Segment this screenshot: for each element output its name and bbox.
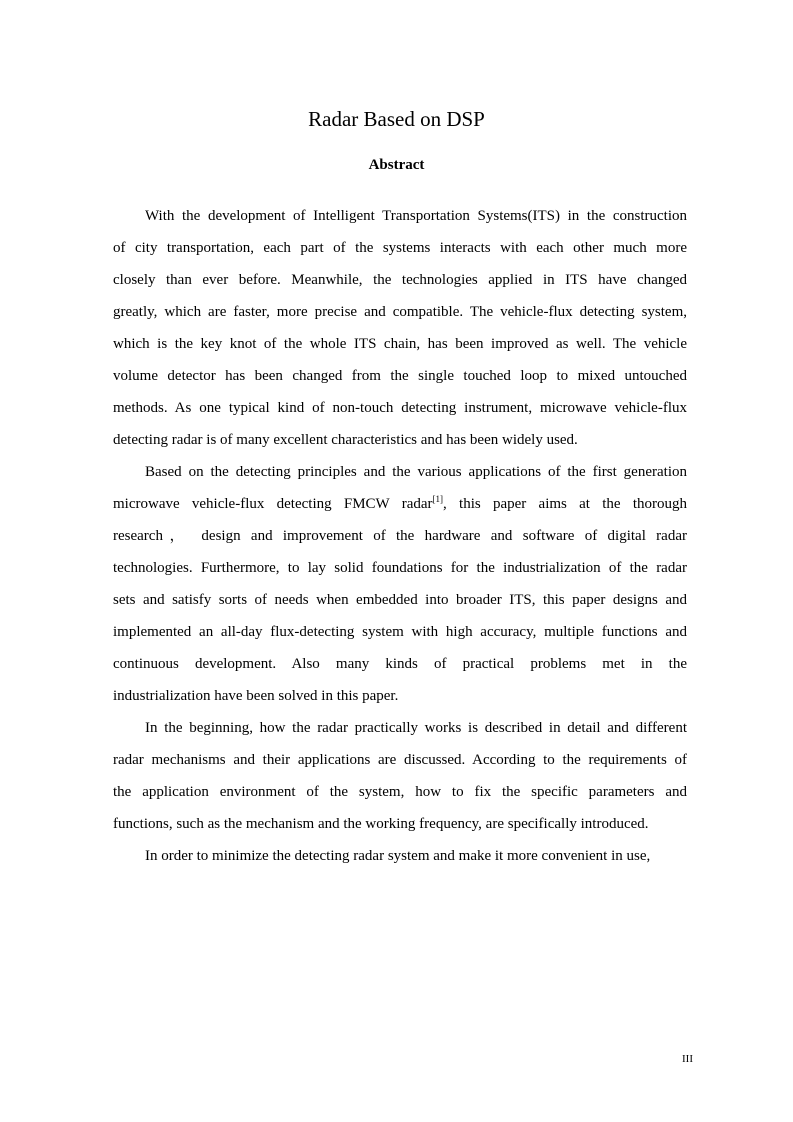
text-line: In the beginning, how the radar practically works is described in detail and different: [145, 720, 687, 736]
text-line: sets and satisfy sorts of needs when embedded into broader ITS, this paper designs and: [113, 592, 687, 608]
text-line: volume detector has been changed from the single touched loop to mixed untouched: [113, 368, 687, 384]
text-line: With the development of Intelligent Transportation Systems(ITS) in the construction: [145, 208, 687, 224]
page-number: III: [682, 1053, 693, 1065]
text-line: technologies. Furthermore, to lay solid foundations for the industrialization of the radar: [113, 560, 687, 576]
text-line: Based on the detecting principles and the various applications of the first generation: [145, 464, 687, 480]
text-line-with-citation: [113, 488, 687, 520]
abstract-body: [113, 200, 687, 872]
text-line: the application environment of the system, how to fix the specific parameters and: [113, 784, 687, 800]
paragraph: [113, 200, 687, 456]
document-title: Radar Based on DSP: [308, 107, 485, 131]
text-line: methods. As one typical kind of non-touch detecting instrument, microwave vehicle-flux: [113, 400, 687, 416]
paragraph: [113, 840, 687, 872]
text-line: functions, such as the mechanism and the working frequency, are specifically introduced.: [113, 816, 649, 832]
text-segment: , this paper aims at the thorough: [443, 496, 687, 512]
text-line: greatly, which are faster, more precise and compatible. The vehicle-flux detecting system,: [113, 304, 687, 320]
section-heading: Abstract: [368, 157, 425, 173]
paragraph: [113, 712, 687, 840]
paragraph: [113, 456, 687, 712]
text-line: implemented an all-day flux-detecting system with high accuracy, multiple functions and: [113, 624, 687, 640]
text-line: of city transportation, each part of the systems interacts with each other much more: [113, 240, 687, 256]
text-line: In order to minimize the detecting radar system and make it more convenient in use,: [145, 848, 651, 864]
text-line: detecting radar is of many excellent characteristics and has been widely used.: [113, 432, 578, 448]
text-line: industrialization have been solved in this paper.: [113, 688, 399, 704]
text-line: which is the key knot of the whole ITS chain, has been improved as well. The vehicle: [113, 336, 687, 352]
text-line: continuous development. Also many kinds of practical problems met in the: [113, 656, 687, 672]
citation-reference: [1]: [432, 494, 444, 504]
text-line: closely than ever before. Meanwhile, the technologies applied in ITS have changed: [113, 272, 687, 288]
text-segment: microwave vehicle-flux detecting FMCW radar: [113, 496, 433, 512]
text-line: radar mechanisms and their applications are discussed. According to the requirements of: [113, 752, 687, 768]
text-line: research， design and improvement of the hardware and software of digital radar: [113, 528, 687, 544]
